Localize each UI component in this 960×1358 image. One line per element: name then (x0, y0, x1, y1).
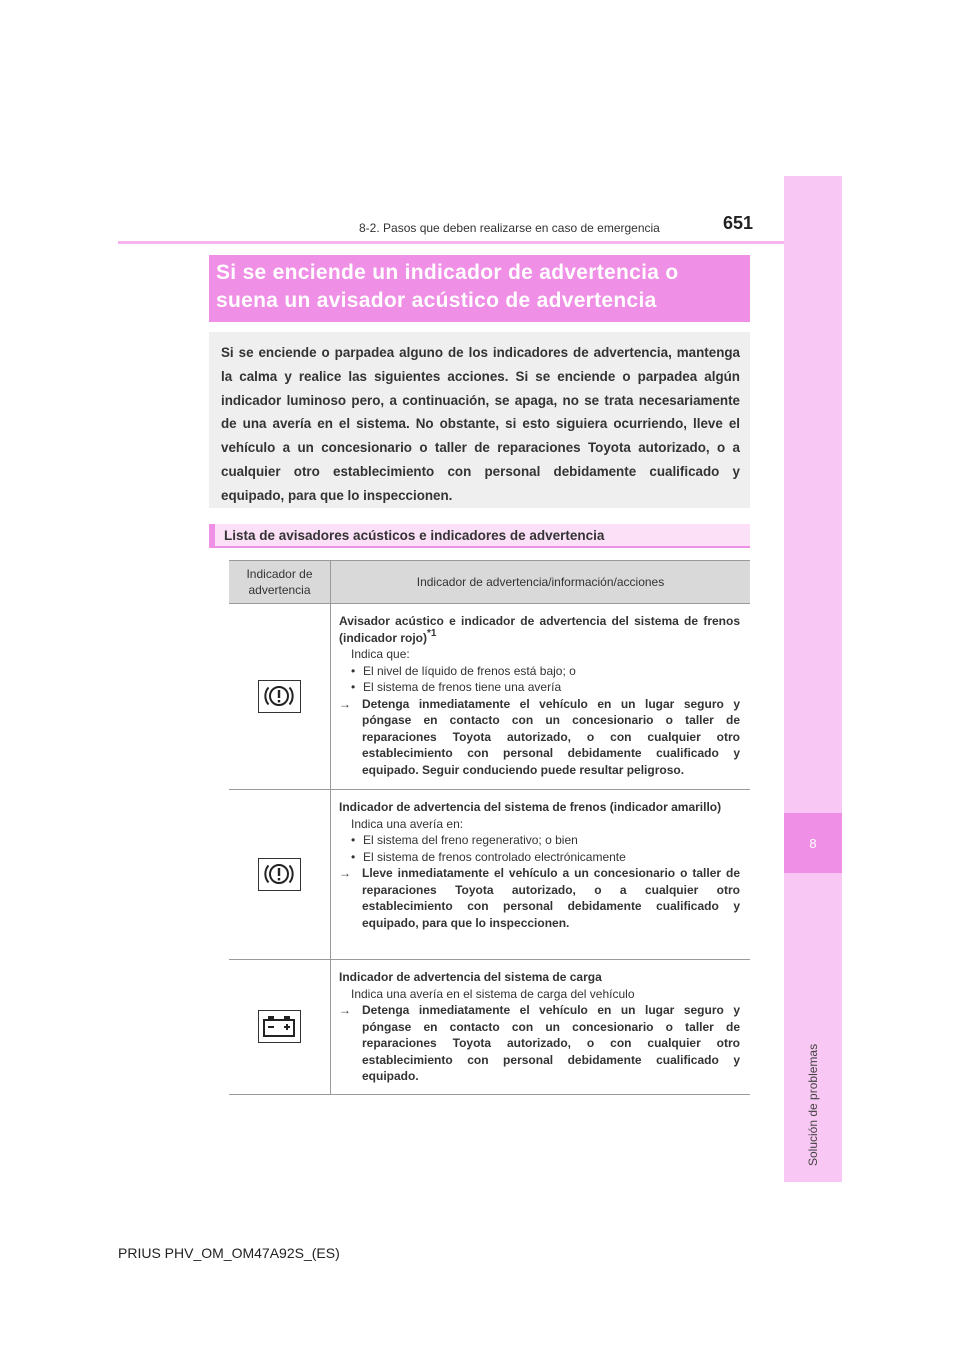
page-title (209, 255, 750, 322)
info-cell (331, 960, 751, 1095)
intro-box (209, 332, 750, 508)
chapter-number: 8 (784, 813, 842, 873)
subheading-text: Lista de avisadores acústicos e indicadores de advertencia (224, 528, 605, 543)
row-intro: Indica una avería en el sistema de carga del vehículo (351, 986, 635, 1001)
row-title: Indicador de advertencia del sistema de frenos (indicador amarillo) (339, 800, 722, 814)
table-header-indicator: Indicador de advertencia (229, 561, 331, 604)
list-item-text: El sistema de frenos controlado electrónicamente (363, 849, 626, 864)
list-item: • El sistema del freno regenerativo; o bien (351, 833, 578, 847)
indicator-cell (229, 960, 331, 1095)
indicator-cell (229, 604, 331, 790)
table-row (229, 604, 750, 790)
chapter-title: Solución de problemas (806, 1043, 820, 1166)
table-header-info: Indicador de advertencia/información/acciones (331, 561, 751, 604)
header-divider (118, 241, 784, 244)
chapter-side-tab (784, 176, 842, 1182)
list-item-text: El nivel de líquido de frenos está bajo; o (363, 663, 576, 678)
subheading (209, 524, 750, 548)
arrow-icon: → (339, 1003, 351, 1017)
table-row (229, 790, 750, 960)
page-title-line-1: Si se enciende un indicador de advertencia o (216, 261, 679, 284)
row-action: Detenga inmediatamente el vehículo en un lugar seguro y póngase en contacto con un concesionario o taller de reparaciones Toyota autorizado, o con cualquier otro establecimiento con personal debidamente cualificado y equipado. Seguir conduciendo puede resultar peligroso. (362, 696, 740, 777)
row-title: Indicador de advertencia del sistema de carga (339, 970, 602, 984)
list-item: • El nivel de líquido de frenos está bajo; o (351, 663, 576, 678)
table-header-row (229, 561, 750, 604)
table-row (229, 960, 750, 1095)
document-code: PRIUS PHV_OM_OM47A92S_(ES) (118, 1245, 340, 1261)
row-action: Detenga inmediatamente el vehículo en un lugar seguro y póngase en contacto con un concesionario o taller de reparaciones Toyota autorizado, o con cualquier otro establecimiento con personal debidamente cualificado y equipado. (362, 1003, 740, 1083)
row-action: Lleve inmediatamente el vehículo a un concesionario o taller de reparaciones Toyota autorizado, o a cualquier otro establecimiento con personal debidamente cualificado y equipado, para que lo inspeccionen. (362, 866, 740, 930)
brake-warning-icon (258, 680, 301, 713)
footnote-marker: *1 (427, 627, 437, 639)
row-intro: Indica una avería en: (351, 816, 464, 831)
indicator-cell (229, 790, 331, 960)
row-intro: Indica que: (351, 647, 410, 661)
list-item-text: El sistema de frenos tiene una avería (363, 680, 562, 694)
section-header: 8-2. Pasos que deben realizarse en caso de emergencia (359, 221, 660, 235)
arrow-icon: → (339, 696, 351, 711)
list-item: • El sistema de frenos tiene una avería (351, 680, 562, 694)
list-item-text: El sistema del freno regenerativo; o bien (363, 833, 578, 847)
brake-warning-icon (258, 858, 301, 891)
page-title-line-2: suena un avisador acústico de advertencia (216, 289, 657, 312)
warning-table (229, 560, 750, 1095)
list-item: • El sistema de frenos controlado electrónicamente (351, 849, 626, 864)
info-cell (331, 604, 751, 790)
battery-charge-icon (258, 1010, 301, 1043)
arrow-icon: → (339, 866, 351, 880)
row-title: Avisador acústico e indicador de advertencia del sistema de frenos (indicador rojo) (339, 614, 740, 645)
intro-text: Si se enciende o parpadea alguno de los indicadores de advertencia, mantenga la calma y realice las siguientes acciones. Si se enciende o parpadea algún indicador luminoso pero, a continuación, se apaga, no se trata necesariamente de una avería en el sistema. No obstante, si esto siguiera ocurriendo, lleve el vehículo a un concesionario o taller de reparaciones Toyota autorizado, o a cualquier otro establecimiento con personal debidamente cualificado y equipado, para que lo inspeccionen. (221, 345, 740, 503)
page-number: 651 (723, 213, 754, 233)
info-cell (331, 790, 751, 960)
